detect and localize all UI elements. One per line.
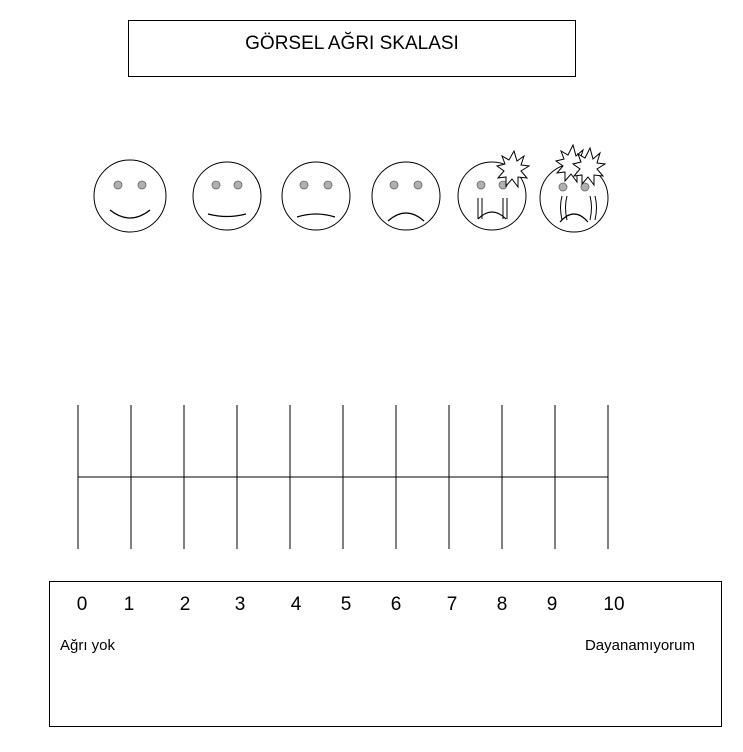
no-pain-label: Ağrı yok xyxy=(60,637,116,654)
page-title: GÖRSEL AĞRI SKALASI xyxy=(245,33,459,54)
scale-number-0: 0 xyxy=(76,594,88,615)
scale-label-box xyxy=(49,581,722,727)
scale-number-2: 2 xyxy=(179,594,191,615)
scale-number-10: 10 xyxy=(603,594,625,615)
scale-number-3: 3 xyxy=(234,594,246,615)
scale-number-1: 1 xyxy=(123,594,135,615)
scale-number-9: 9 xyxy=(546,594,558,615)
scale-number-6: 6 xyxy=(390,594,402,615)
scale-number-4: 4 xyxy=(290,594,302,615)
scale-number-8: 8 xyxy=(496,594,508,615)
unbearable-label: Dayanamıyorum xyxy=(584,637,695,654)
scale-number-5: 5 xyxy=(340,594,352,615)
scale-number-7: 7 xyxy=(446,594,458,615)
